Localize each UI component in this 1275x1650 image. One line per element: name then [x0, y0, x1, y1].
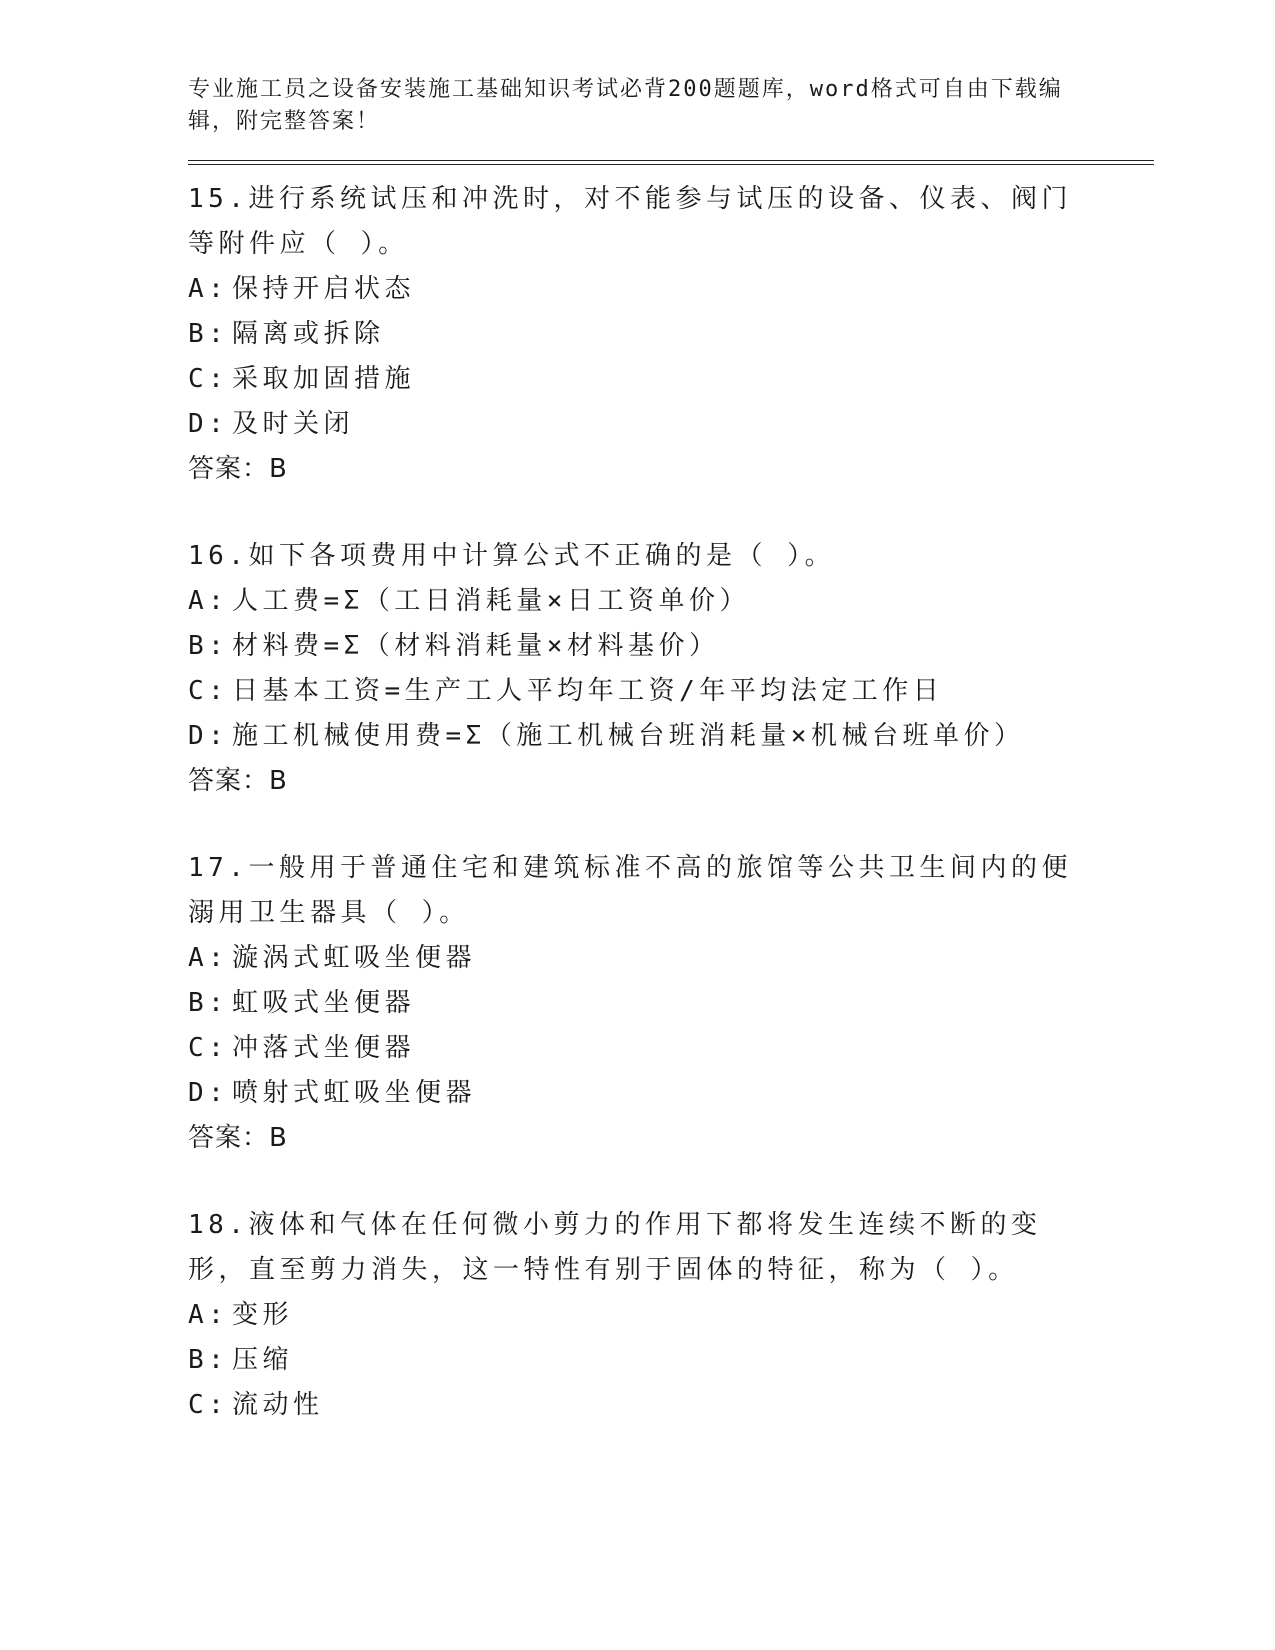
option-letter: A:	[188, 943, 229, 973]
option-text: 施工机械使用费=Σ（施工机械台班消耗量×机械台班单价）	[232, 721, 1025, 751]
option-letter: A:	[188, 586, 229, 616]
answer-line: 答案：B	[188, 454, 288, 484]
option-b	[188, 1338, 1154, 1383]
option-text: 流动性	[232, 1390, 324, 1420]
option-c	[188, 357, 1154, 402]
option-text: 人工费=Σ（工日消耗量×日工资单价）	[232, 586, 750, 616]
option-letter: A:	[188, 274, 229, 304]
question-item	[188, 177, 1154, 492]
question-item	[188, 534, 1154, 804]
option-letter: C:	[188, 676, 229, 706]
option-text: 日基本工资=生产工人平均年工资/年平均法定工作日	[232, 676, 944, 706]
option-d	[188, 1071, 1154, 1116]
option-letter: C:	[188, 1390, 229, 1420]
option-a	[188, 579, 1154, 624]
option-a	[188, 267, 1154, 312]
option-letter: B:	[188, 631, 229, 661]
option-text: 冲落式坐便器	[232, 1033, 416, 1063]
answer-line: 答案：B	[188, 1123, 288, 1153]
option-letter: B:	[188, 988, 229, 1018]
header-divider	[188, 160, 1154, 165]
divider-line-bottom	[188, 164, 1154, 165]
question-item	[188, 846, 1154, 1161]
option-d	[188, 402, 1154, 447]
option-text: 保持开启状态	[232, 274, 416, 304]
option-d	[188, 714, 1154, 759]
option-letter: B:	[188, 319, 229, 349]
question-stem: 18.液体和气体在任何微小剪力的作用下都将发生连续不断的变形，直至剪力消失，这一特性有别于固体的特征，称为（ ）。	[188, 1210, 1042, 1285]
document-header: 专业施工员之设备安装施工基础知识考试必背200题题库，word格式可自由下载编辑，附完整答案！	[188, 77, 1063, 134]
option-c	[188, 1026, 1154, 1071]
option-b	[188, 981, 1154, 1026]
option-text: 及时关闭	[232, 409, 355, 439]
option-b	[188, 312, 1154, 357]
option-c	[188, 669, 1154, 714]
option-text: 压缩	[232, 1345, 294, 1375]
option-text: 虹吸式坐便器	[232, 988, 416, 1018]
option-letter: C:	[188, 364, 229, 394]
document-page	[188, 74, 1154, 1428]
option-letter: D:	[188, 1078, 229, 1108]
option-letter: A:	[188, 1300, 229, 1330]
option-c	[188, 1383, 1154, 1428]
option-letter: D:	[188, 409, 229, 439]
answer-line: 答案：B	[188, 766, 288, 796]
option-a	[188, 1293, 1154, 1338]
option-b	[188, 624, 1154, 669]
option-text: 采取加固措施	[232, 364, 416, 394]
question-stem: 16.如下各项费用中计算公式不正确的是（ ）。	[188, 541, 836, 571]
option-text: 隔离或拆除	[232, 319, 385, 349]
divider-line-top	[188, 160, 1154, 161]
option-a	[188, 936, 1154, 981]
question-stem: 15.进行系统试压和冲洗时，对不能参与试压的设备、仪表、阀门等附件应（ ）。	[188, 184, 1072, 259]
option-letter: B:	[188, 1345, 229, 1375]
option-letter: C:	[188, 1033, 229, 1063]
option-text: 喷射式虹吸坐便器	[232, 1078, 477, 1108]
option-letter: D:	[188, 721, 229, 751]
option-text: 材料费=Σ（材料消耗量×材料基价）	[232, 631, 720, 661]
question-stem: 17.一般用于普通住宅和建筑标准不高的旅馆等公共卫生间内的便溺用卫生器具（ ）。	[188, 853, 1072, 928]
option-text: 漩涡式虹吸坐便器	[232, 943, 477, 973]
question-item	[188, 1203, 1154, 1428]
option-text: 变形	[232, 1300, 294, 1330]
